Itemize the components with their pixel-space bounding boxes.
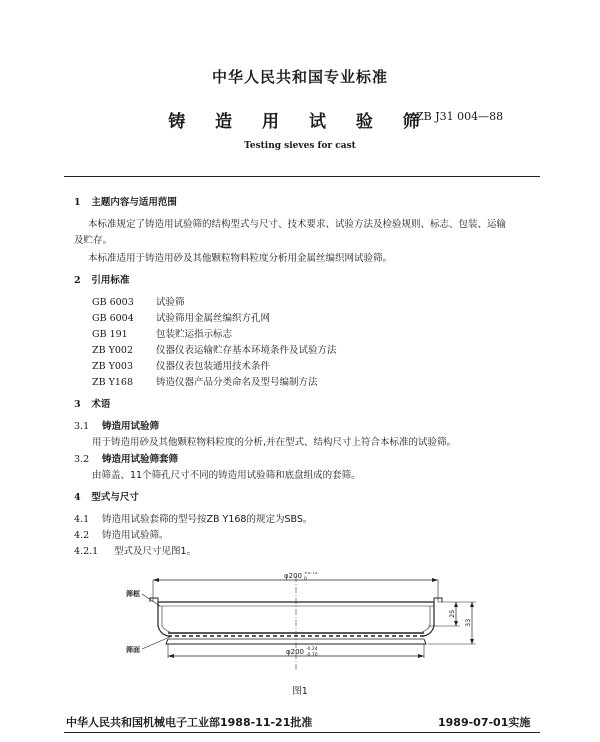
- section-4-heading: [74, 489, 139, 503]
- frame-label: 筛框: [126, 590, 140, 598]
- term-3-1: [74, 418, 159, 432]
- clause-number: 4.2: [74, 530, 90, 541]
- reference-title: 包装贮运指示标志: [156, 329, 233, 340]
- bottom-tolerance-lower: -0.70: [306, 653, 318, 658]
- section-title: 引用标准: [91, 275, 130, 286]
- section-title: 术语: [91, 399, 111, 410]
- term-number: 3.2: [74, 454, 90, 465]
- reference-code: ZB Y168: [92, 377, 134, 388]
- term-3-2: [74, 451, 178, 465]
- total-height-label: 33: [464, 618, 472, 627]
- section-2-heading: [74, 272, 129, 286]
- reference-code: ZB Y003: [92, 361, 134, 372]
- reference-item: [92, 326, 232, 340]
- top-tolerance-lower: 0: [304, 577, 307, 582]
- footer-divider: [64, 732, 540, 733]
- implementation-date: 1989-07-01实施: [438, 716, 531, 729]
- sieve-cross-section-figure: [88, 572, 488, 674]
- clause-4-2-1: [74, 543, 196, 557]
- section-number: 1: [74, 197, 81, 208]
- clause-4-1: [74, 511, 312, 525]
- height-dimensions: [428, 602, 476, 644]
- term-3-2-definition: 由筛盖、11个筛孔尺寸不同的铸造用试验筛和底盘组成的套筛。: [92, 470, 361, 481]
- clause-number: 4.2.1: [74, 546, 99, 557]
- figure-caption: 图1: [292, 686, 308, 697]
- section-3-heading: [74, 396, 110, 410]
- reference-code: GB 191: [92, 329, 128, 340]
- bottom-diameter-label: φ200: [286, 648, 304, 656]
- bottom-tolerance-upper: -0.24: [306, 647, 318, 652]
- reference-title: 铸造仪器产品分类命名及型号编制方法: [156, 377, 318, 388]
- clause-number: 4.1: [74, 514, 90, 525]
- mesh-label: 筛面: [126, 646, 140, 654]
- section-1-paragraph-2: 本标准适用于铸造用砂及其他颗粒物料粒度分析用金属丝编织网试验筛。: [88, 253, 393, 264]
- header-divider: [64, 176, 540, 177]
- bottom-diameter-dimension: [168, 646, 424, 658]
- top-tolerance-upper: +0.72: [304, 572, 318, 576]
- document-title: 铸 造 用 试 验 筛: [168, 112, 432, 132]
- reference-title: 试验筛: [156, 297, 185, 308]
- section-number: 2: [74, 275, 81, 286]
- standard-code: ZB J31 004—88: [416, 110, 504, 123]
- section-1-heading: [74, 194, 177, 208]
- top-diameter-dimension: [153, 572, 438, 602]
- issuing-authority-header: 中华人民共和国专业标准: [211, 68, 388, 86]
- inner-height-label: 25: [448, 609, 456, 618]
- reference-item: [92, 342, 337, 356]
- section-title: 型式与尺寸: [91, 492, 139, 503]
- approval-note: 中华人民共和国机械电子工业部1988-11-21批准: [66, 716, 313, 729]
- top-diameter-label: φ200: [284, 572, 302, 580]
- reference-title: 仪器仪表运输贮存基本环境条件及试验方法: [156, 345, 337, 356]
- reference-code: GB 6003: [92, 297, 134, 308]
- mesh-label-callout: [126, 636, 172, 654]
- reference-code: ZB Y002: [92, 345, 134, 356]
- term-3-1-definition: 用于铸造用砂及其他颗粒物料粒度的分析,并在型式、结构尺寸上符合本标准的试验筛。: [92, 437, 457, 448]
- reference-item: [92, 374, 318, 388]
- reference-title: 仪器仪表包装通用技术条件: [156, 361, 271, 372]
- english-title: Testing sieves for cast: [244, 141, 356, 151]
- reference-item: [92, 358, 270, 372]
- section-1-paragraph-1-cont: 及贮存。: [74, 235, 113, 246]
- section-number: 3: [74, 399, 81, 410]
- reference-code: GB 6004: [92, 313, 134, 324]
- section-number: 4: [74, 492, 81, 503]
- clause-text: 铸造用试验筛。: [102, 530, 169, 541]
- reference-title: 试验筛用金属丝编织方孔网: [156, 313, 271, 324]
- reference-item: [92, 310, 270, 324]
- clause-4-2: [74, 527, 169, 541]
- clause-text: 铸造用试验套筛的型号按ZB Y168的规定为SBS。: [102, 514, 313, 525]
- section-title: 主题内容与适用范围: [91, 197, 177, 208]
- reference-item: [92, 294, 185, 308]
- clause-text: 型式及尺寸见图1。: [114, 546, 197, 557]
- term-number: 3.1: [74, 421, 90, 432]
- section-1-paragraph-1: 本标准规定了铸造用试验筛的结构型式与尺寸、技术要求、试验方法及检验规则、标志、包装、运输: [88, 219, 507, 230]
- term-title: 铸造用试验筛: [102, 421, 160, 432]
- term-title: 铸造用试验筛套筛: [102, 454, 179, 465]
